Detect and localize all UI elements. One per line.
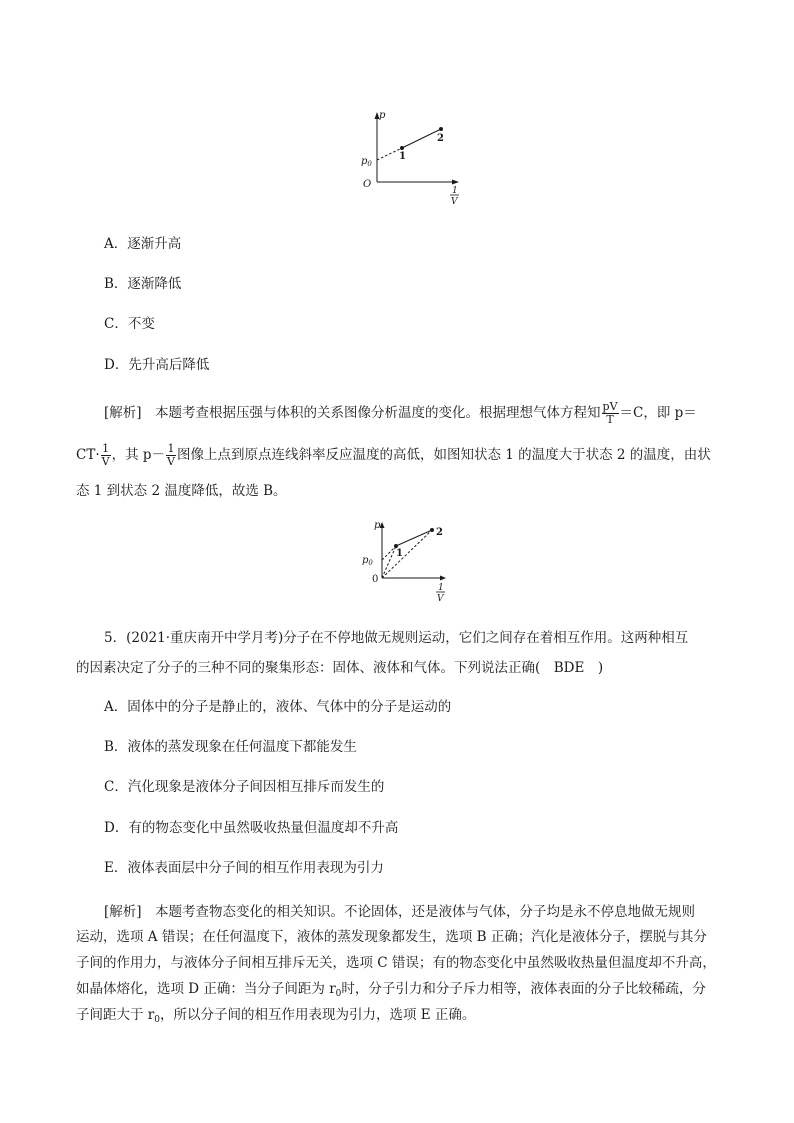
option-d <box>104 816 398 836</box>
option-text: 先升高后降低 <box>128 357 210 373</box>
analysis-4-line-2 <box>76 443 711 468</box>
analysis-text: ，所以分子间的相互作用表现为引力，选项 E 正确。 <box>159 1007 476 1023</box>
option-text: 汽化现象是液体分子间因相互排斥而发生的 <box>127 779 385 795</box>
analysis-text: 子间距大于 r <box>76 1007 155 1023</box>
state-1-label: 1 <box>396 548 403 559</box>
option-text: 固体中的分子是静止的，液体、气体中的分子是运动的 <box>127 699 452 715</box>
p-inverse-v-graph-2 <box>360 516 450 606</box>
fraction-numerator: 1 <box>102 442 110 455</box>
p0-label: $p_0$ <box>361 156 372 168</box>
p0-label: $p_0$ <box>362 555 373 567</box>
fraction-numerator: 1 <box>167 442 175 455</box>
analysis-4-line-1 <box>104 401 697 426</box>
analysis-5-line-1: [解析] 本题考查物态变化的相关知识。不论固体，还是液体与气体，分子均是永不停息地做无规则 <box>104 904 696 920</box>
option-letter: D． <box>104 357 129 373</box>
subscript: 0 <box>154 1015 160 1025</box>
option-letter: C． <box>104 779 128 795</box>
option-letter: B． <box>104 739 128 755</box>
origin-to-state-2-dashed <box>382 530 432 578</box>
option-c <box>104 775 384 795</box>
analysis-text: 本题考查根据压强与体积的关系图像分析温度的变化。根据理想气体方程知 <box>155 405 601 421</box>
extension-dashed-line <box>382 546 396 560</box>
x-axis-label-den: V <box>437 594 444 604</box>
option-e <box>104 856 384 876</box>
option-text: 逐渐升高 <box>127 236 182 252</box>
analysis-text: ＝C，即 p＝ <box>619 405 697 421</box>
y-axis-label: p <box>379 110 386 121</box>
fraction-pv-over-t <box>602 401 619 426</box>
fraction-one-over-v <box>166 443 176 468</box>
option-text: 有的物态变化中虽然吸收热量但温度却不升高 <box>128 820 399 836</box>
analysis-text: ，其 p－ <box>111 447 166 463</box>
fraction-one-over-v <box>101 443 111 468</box>
option-letter: B． <box>104 276 128 292</box>
option-d <box>104 353 209 373</box>
x-axis-arrow <box>452 180 459 185</box>
x-axis-label-num: 1 <box>452 186 458 196</box>
state-2-label: 2 <box>436 527 443 538</box>
x-axis-label-num: 1 <box>438 583 444 593</box>
analysis-text: CT· <box>76 447 100 463</box>
state-2-point <box>430 528 434 532</box>
analysis-4-line-3: 态 1 到状态 2 温度降低，故选 B。 <box>76 483 287 499</box>
x-axis-arrow <box>440 576 446 581</box>
state-1-label: 1 <box>399 151 406 162</box>
process-line <box>396 530 432 546</box>
option-text: 逐渐降低 <box>127 276 182 292</box>
analysis-tag: [解析] <box>104 405 142 421</box>
analysis-text: 如晶体熔化，选项 D 正确：当分子间距为 r <box>76 981 336 997</box>
fraction-numerator: pV <box>602 400 618 413</box>
question-5-stem-line-2: 的因素决定了分子的三种不同的聚集形态：固体、液体和气体。下列说法正确( BDE ) <box>76 660 604 676</box>
option-letter: E． <box>104 860 128 876</box>
option-text: 液体表面层中分子间的相互作用表现为引力 <box>127 860 384 876</box>
option-b <box>104 735 357 755</box>
analysis-5-line-2: 运动，选项 A 错误；在任何温度下，液体的蒸发现象都发生，选项 B 正确；汽化是液体分子，摆脱与其分 <box>76 929 707 945</box>
subscript: 0 <box>335 989 342 999</box>
fraction-denominator: T <box>606 413 614 426</box>
state-2-label: 2 <box>437 133 444 144</box>
state-1-point <box>400 146 404 150</box>
option-letter: A． <box>104 236 128 252</box>
analysis-text: 图像上点到原点连线斜率反应温度的高低，如图知状态 1 的温度大于状态 2 的温度，由状 <box>176 447 711 463</box>
fraction-denominator: V <box>167 455 175 468</box>
option-letter: C． <box>104 316 128 332</box>
state-2-point <box>439 127 443 131</box>
origin-label: O <box>363 179 372 190</box>
analysis-text: 时，分子引力和分子斥力相等，液体表面的分子比较稀疏，分 <box>341 981 706 997</box>
analysis-5-line-5 <box>76 1003 475 1025</box>
analysis-5-line-4 <box>76 977 706 999</box>
origin-label: 0 <box>372 574 379 585</box>
option-a <box>104 695 451 715</box>
process-line <box>402 129 441 148</box>
option-text: 不变 <box>127 316 155 332</box>
fraction-denominator: V <box>101 455 110 468</box>
option-letter: D． <box>104 820 129 836</box>
analysis-5-line-3: 子间的作用力，与液体分子间相互排斥无关，选项 C 错误；有的物态变化中虽然吸收热量但温度却不升高， <box>76 955 716 971</box>
origin-to-state-1-dashed <box>382 546 396 578</box>
option-letter: A． <box>104 699 128 715</box>
option-b <box>104 272 181 292</box>
option-text: 液体的蒸发现象在任何温度下都能发生 <box>127 739 357 755</box>
y-axis-label: p <box>374 520 381 531</box>
x-axis-label-den: V <box>451 197 458 207</box>
question-5-stem-line-1: 5．(2021·重庆南开中学月考)分子在不停地做无规则运动，它们之间存在着相互作用。这两种相互 <box>104 630 689 646</box>
option-a <box>104 232 181 252</box>
p-inverse-v-graph-1 <box>355 108 465 208</box>
option-c <box>104 312 155 332</box>
